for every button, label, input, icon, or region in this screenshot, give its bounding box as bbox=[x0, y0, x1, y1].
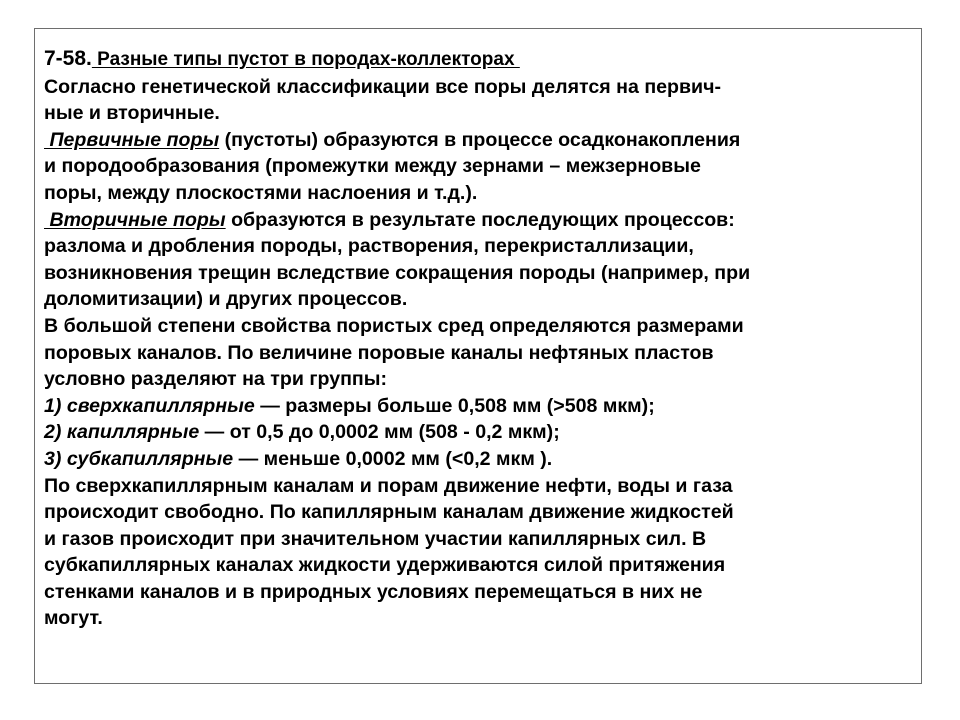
primary-pores-line: поры, между плоскостями наслоения и т.д.). bbox=[44, 181, 478, 204]
intro-line: Согласно генетической классификации все поры делятся на первич- bbox=[44, 75, 722, 98]
secondary-pores-line: доломитизации) и других процессов. bbox=[44, 288, 408, 311]
slide-heading bbox=[44, 46, 914, 74]
group-item bbox=[44, 446, 914, 473]
conclusion-line: субкапиллярных каналах жидкости удерживаются силой притяжения bbox=[44, 554, 726, 577]
conclusion-line: могут. bbox=[44, 607, 103, 630]
secondary-pores-line bbox=[44, 207, 914, 234]
group-term: 1) сверхкапиллярные bbox=[44, 394, 255, 417]
slide-title: Разные типы пустот в породах-коллекторах bbox=[91, 49, 520, 70]
conclusion-line: и газов происходит при значительном участии капиллярных сил. В bbox=[44, 527, 707, 550]
conclusion-line: стенками каналов и в природных условиях перемещаться в них не bbox=[44, 580, 703, 603]
secondary-pores-term: Вторичные поры bbox=[44, 208, 226, 231]
groups-intro-line: условно разделяют на три группы: bbox=[44, 368, 388, 391]
intro-line: ные и вторичные. bbox=[44, 102, 220, 125]
secondary-pores-line: возникновения трещин вследствие сокращения породы (например, при bbox=[44, 261, 751, 284]
group-term: 2) капиллярные bbox=[44, 421, 200, 444]
group-desc: — от 0,5 до 0,0002 мм (508 - 0,2 мкм); bbox=[199, 421, 560, 444]
primary-pores-line bbox=[44, 127, 914, 154]
secondary-pores-line: разлома и дробления породы, растворения, перекристаллизации, bbox=[44, 235, 694, 258]
secondary-pores-text: образуются в результате последующих процессов: bbox=[225, 208, 735, 231]
slide-content bbox=[44, 46, 914, 632]
group-item bbox=[44, 393, 914, 420]
slide-number-dot: . bbox=[86, 47, 92, 70]
groups-intro-line: поровых каналов. По величине поровые каналы нефтяных пластов bbox=[44, 341, 714, 364]
primary-pores-line: и породообразования (промежутки между зернами – межзерновые bbox=[44, 155, 701, 178]
group-term: 3) субкапиллярные bbox=[44, 447, 234, 470]
slide-number: 7-58 bbox=[44, 47, 87, 70]
group-item bbox=[44, 419, 914, 446]
conclusion-line: По сверхкапиллярным каналам и порам движение нефти, воды и газа bbox=[44, 474, 733, 497]
primary-pores-text: (пустоты) образуются в процессе осадконакопления bbox=[219, 128, 741, 151]
group-desc: — размеры больше 0,508 мм (>508 мкм); bbox=[254, 394, 655, 417]
primary-pores-term: Первичные поры bbox=[44, 128, 220, 151]
conclusion-line: происходит свободно. По капиллярным каналам движение жидкостей bbox=[44, 501, 734, 524]
group-desc: — меньше 0,0002 мм (<0,2 мкм ). bbox=[233, 447, 553, 470]
groups-intro-line: В большой степени свойства пористых сред определяются размерами bbox=[44, 314, 744, 337]
